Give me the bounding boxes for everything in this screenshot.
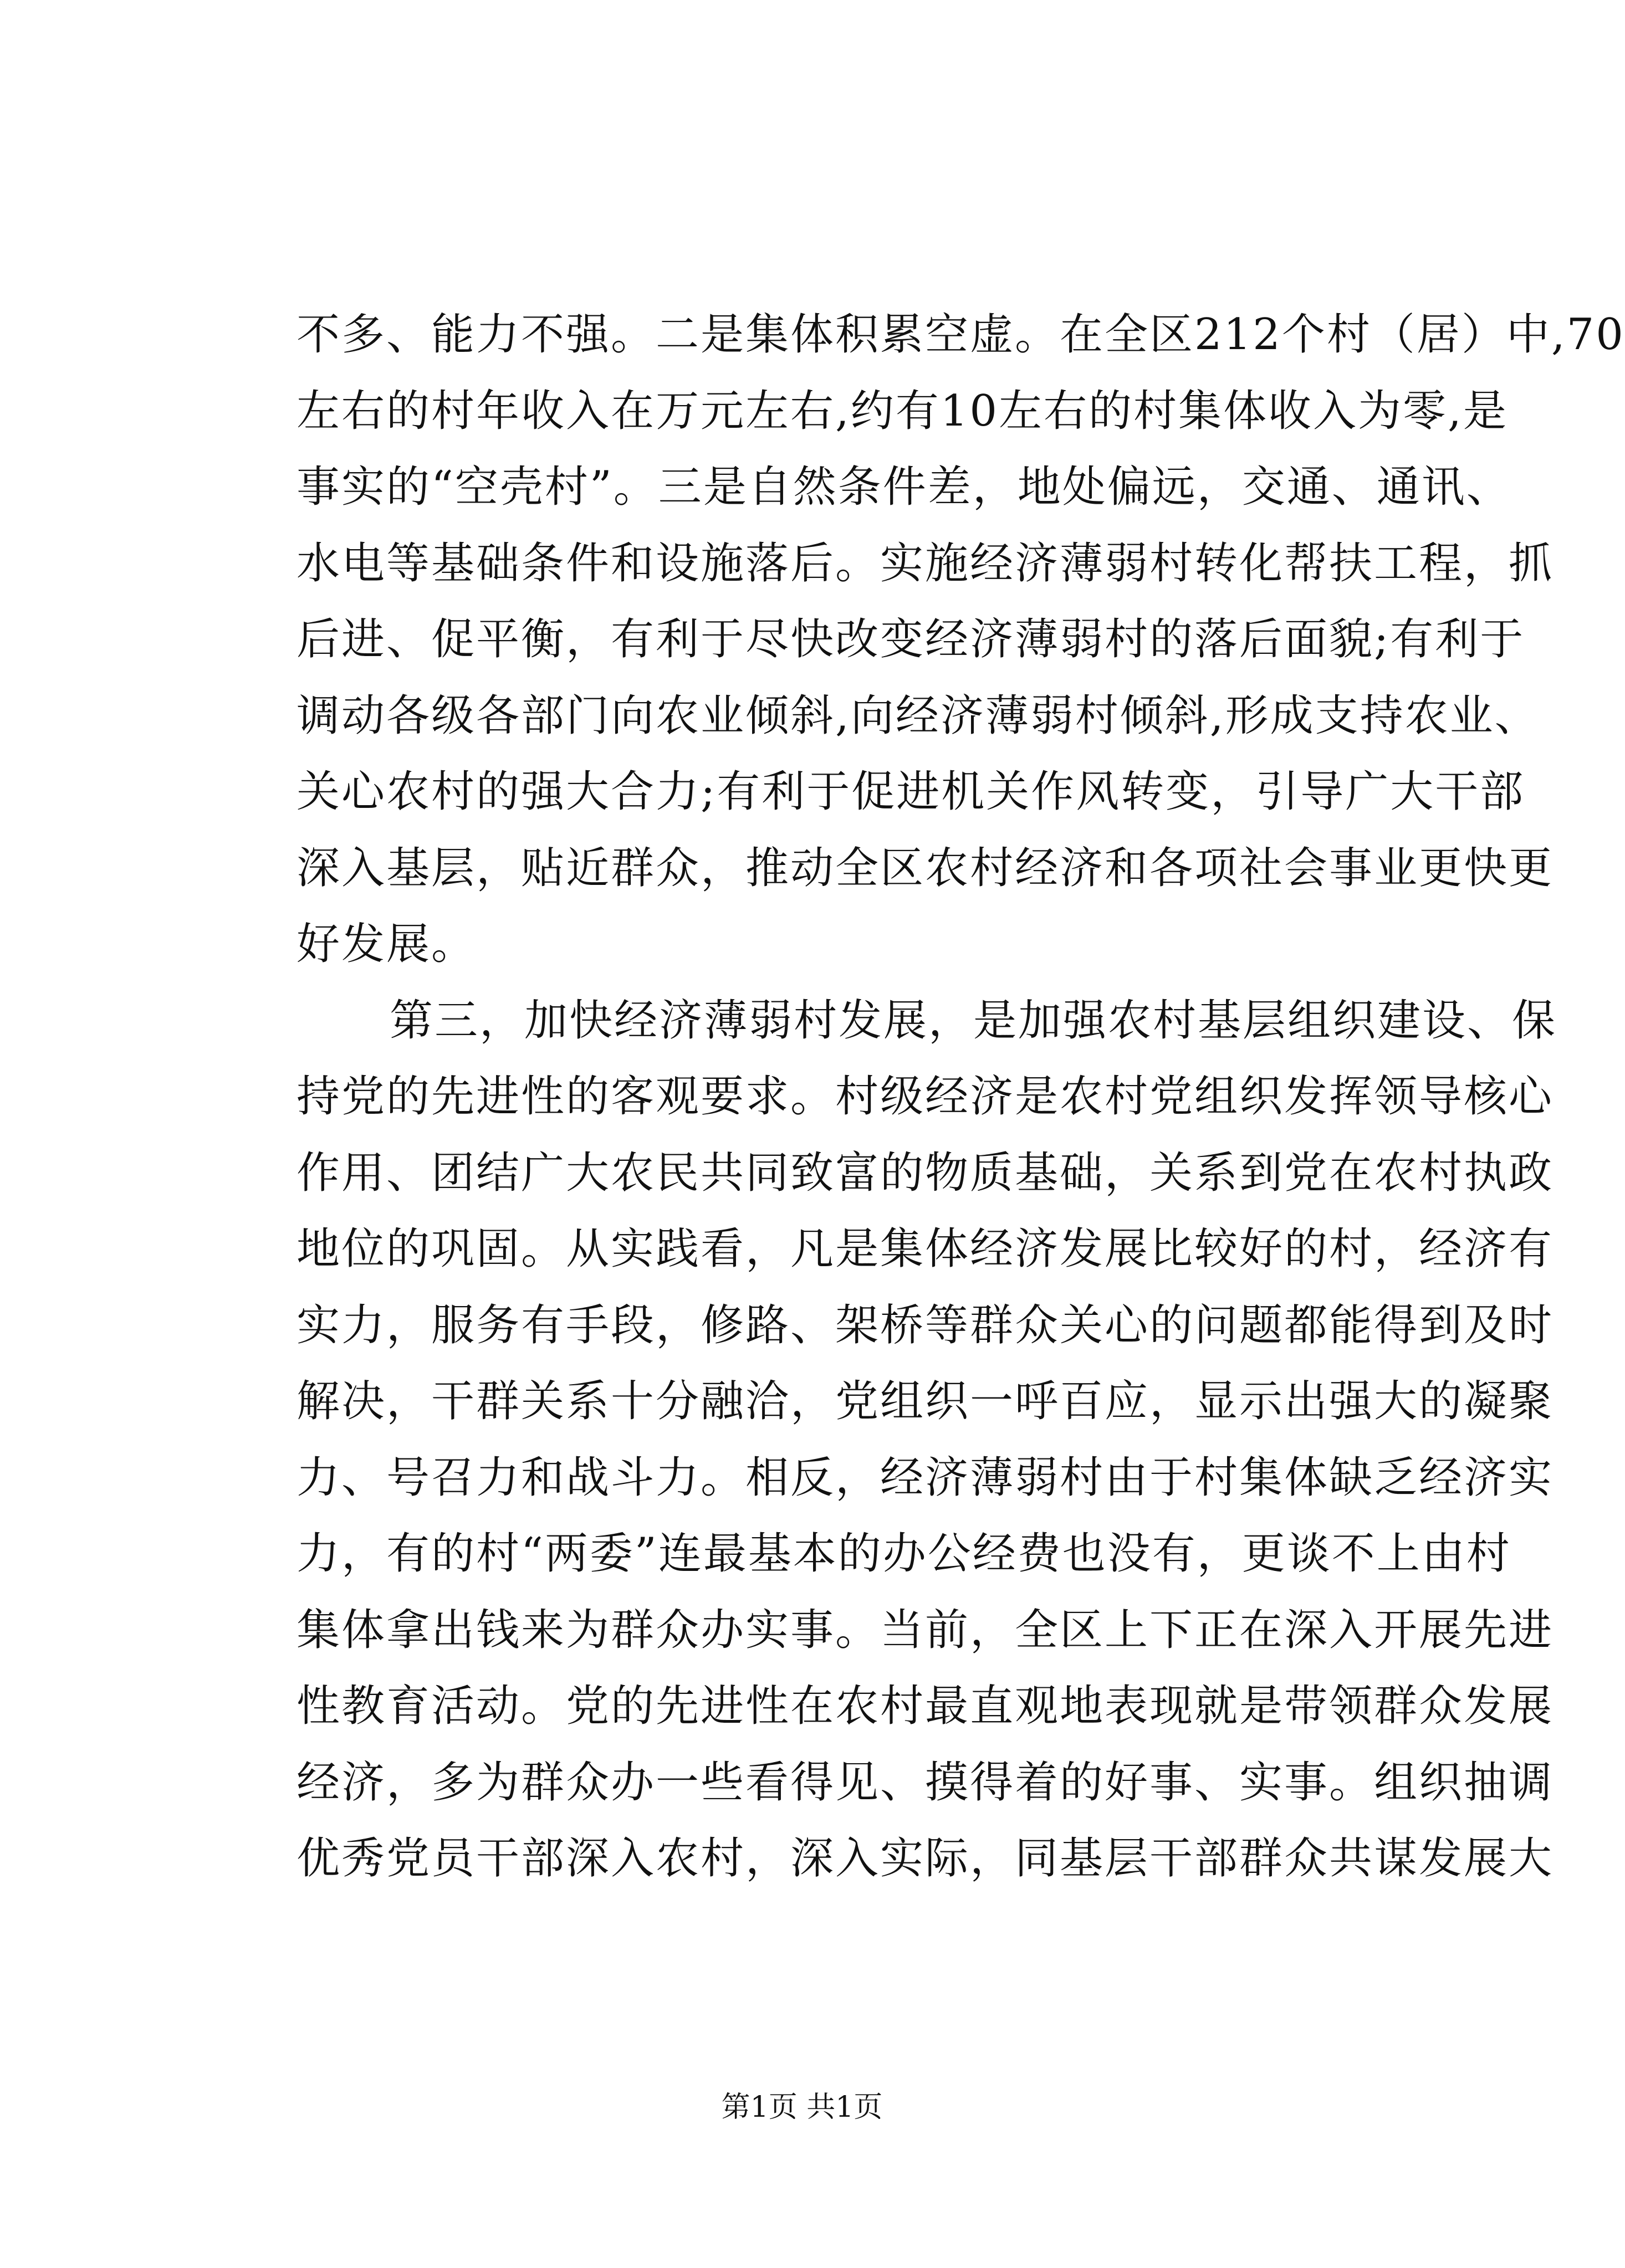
text-line: 深入基层，贴近群众，推动全区农村经济和各项社会事业更快更 [297, 843, 1554, 893]
text-line: 调动各级各部门向农业倾斜,向经济薄弱村倾斜,形成支持农业、 [297, 690, 1540, 741]
text-line: 持党的先进性的客观要求。村级经济是农村党组织发挥领导核心 [297, 1072, 1554, 1122]
text-line: 关心农村的强大合力;有利于促进机关作风转变，引导广大干部 [297, 767, 1525, 817]
text-line: 力、号召力和战斗力。相反，经济薄弱村由于村集体缺乏经济实 [297, 1452, 1554, 1503]
text-line: 解决，干群关系十分融洽，党组织一呼百应，显示出强大的凝聚 [297, 1376, 1554, 1426]
text-line: 水电等基础条件和设施落后。实施经济薄弱村转化帮扶工程，抓 [297, 538, 1554, 588]
page-footer: 第1页 共1页 [721, 2091, 883, 2124]
text-line: 作用、团结广大农民共同致富的物质基础，关系到党在农村执政 [297, 1148, 1554, 1198]
text-line: 左右的村年收入在万元左右,约有10左右的村集体收入为零,是 [297, 386, 1508, 436]
document-body [297, 297, 1625, 1897]
text-line: 不多、能力不强。二是集体积累空虚。在全区212个村（居）中,70 [297, 310, 1625, 360]
text-line: 好发展。 [297, 919, 477, 969]
text-line: 实力，服务有手段，修路、架桥等群众关心的问题都能得到及时 [297, 1300, 1554, 1350]
text-line: 优秀党员干部深入农村，深入实际，同基层干部群众共谋发展大 [297, 1834, 1554, 1883]
text-line: 力，有的村“两委”连最基本的办公经费也没有，更谈不上由村 [297, 1529, 1511, 1579]
text-line: 集体拿出钱来为群众办实事。当前，全区上下正在深入开展先进 [297, 1605, 1554, 1655]
text-line: 事实的“空壳村”。三是自然条件差，地处偏远，交通、通讯、 [297, 462, 1511, 512]
text-line: 第三，加快经济薄弱村发展，是加强农村基层组织建设、保 [390, 995, 1557, 1046]
text-line: 地位的巩固。从实践看，凡是集体经济发展比较好的村，经济有 [297, 1224, 1554, 1274]
text-line: 经济，多为群众办一些看得见、摸得着的好事、实事。组织抽调 [297, 1757, 1554, 1808]
text-line: 性教育活动。党的先进性在农村最直观地表现就是带领群众发展 [297, 1681, 1554, 1731]
text-line: 后进、促平衡，有利于尽快改变经济薄弱村的落后面貌;有利于 [297, 615, 1525, 664]
